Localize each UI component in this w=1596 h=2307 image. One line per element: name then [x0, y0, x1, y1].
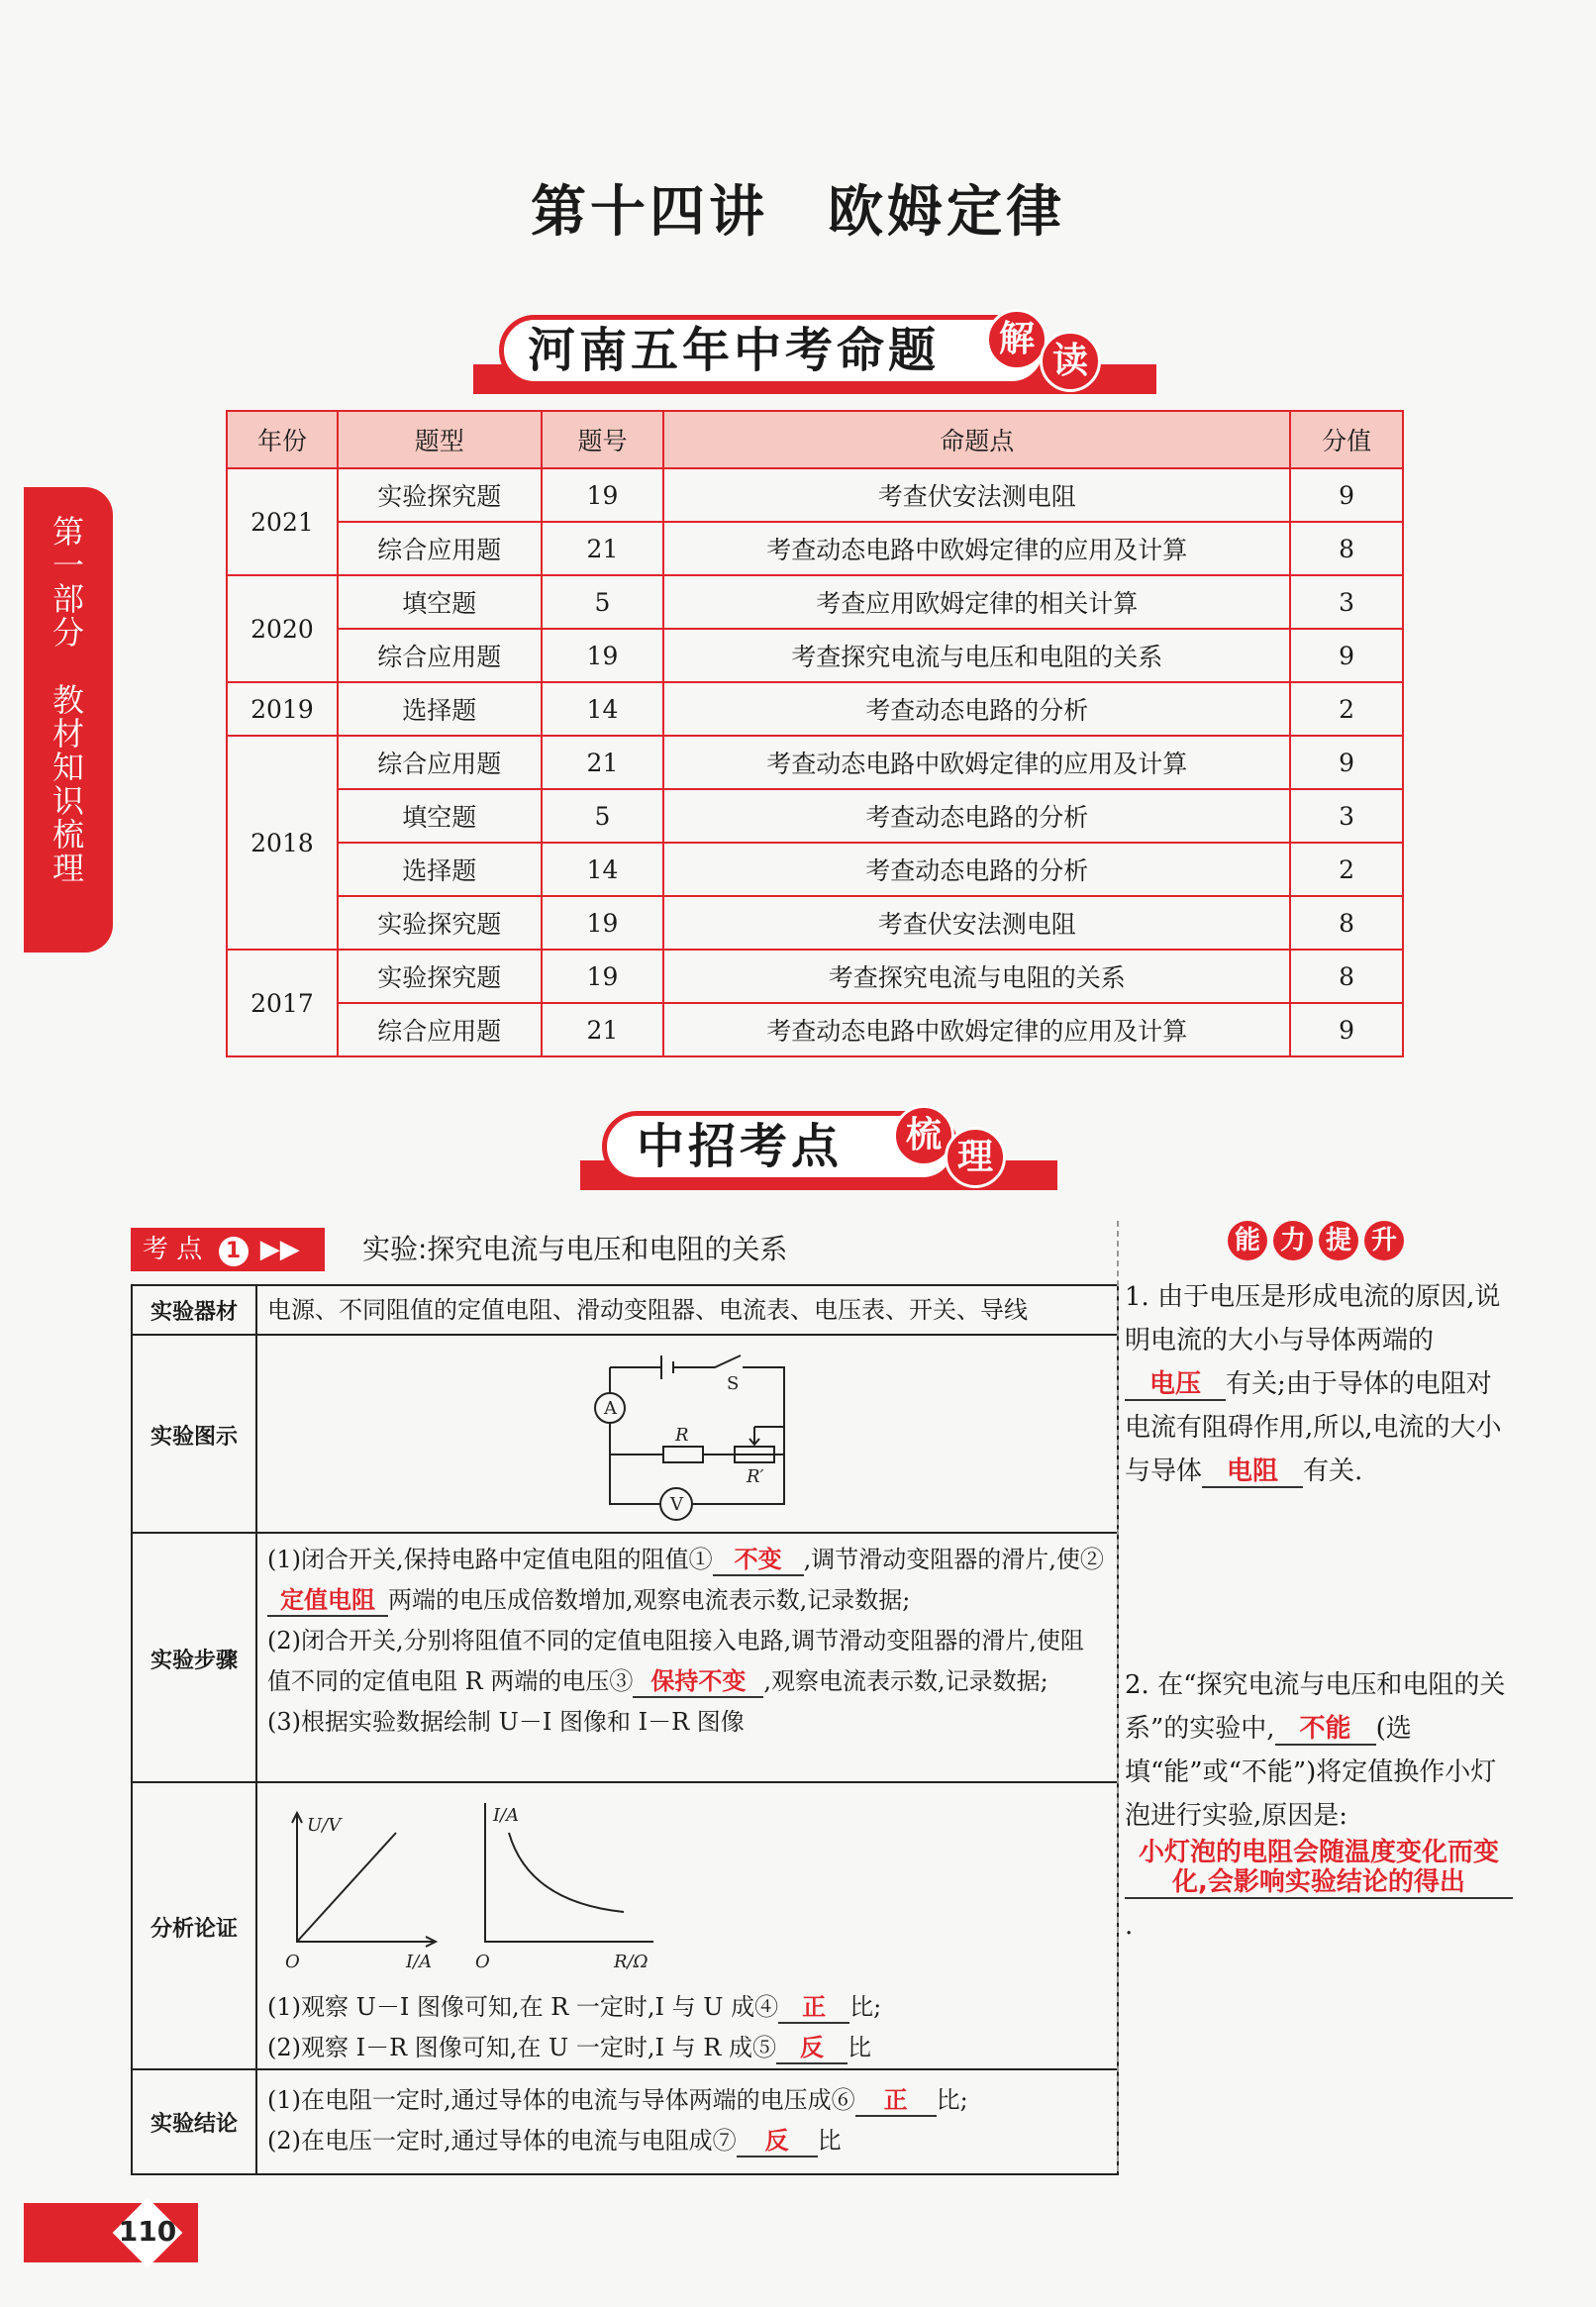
point-cell: 考查动态电路的分析 [663, 682, 1290, 736]
point-cell: 考查伏安法测电阻 [663, 468, 1290, 522]
graph-xlabel: R/Ω [614, 1952, 648, 1971]
ability-char: 升 [1364, 1221, 1404, 1260]
answer-blank: 正 [778, 1992, 849, 2024]
header-cell: 题号 [542, 411, 664, 468]
analysis-line: 比 [847, 2034, 871, 2061]
score-cell: 8 [1290, 896, 1403, 950]
ammeter-label: A [604, 1398, 617, 1419]
row-label: 分析论证 [133, 1783, 257, 2070]
score-cell: 8 [1290, 522, 1403, 575]
num-cell: 19 [542, 950, 664, 1003]
type-cell: 实验探究题 [338, 468, 542, 522]
answer-blank: 反 [737, 2126, 818, 2157]
answer-blank: 反 [776, 2033, 848, 2064]
type-cell: 综合应用题 [338, 736, 542, 789]
circuit-diagram [576, 1348, 814, 1526]
table-row [227, 629, 1403, 682]
type-cell: 综合应用题 [338, 1003, 542, 1056]
i-r-graph [465, 1793, 663, 1971]
question-text: 2. 在“探究电流与电压和电阻的关系”的实验中, [1125, 1670, 1506, 1744]
ability-char: 力 [1273, 1221, 1313, 1260]
year-cell: 2017 [227, 950, 338, 1056]
type-cell: 填空题 [338, 575, 542, 629]
table-row [227, 468, 1403, 522]
banner-bubble-1: 梳 [893, 1105, 954, 1166]
header-cell: 命题点 [663, 411, 1290, 468]
table-header-row [227, 411, 1403, 468]
page-title: 第十四讲 欧姆定律 [531, 179, 1065, 245]
num-cell: 21 [542, 1003, 664, 1056]
analysis-text [267, 1987, 1107, 2070]
num-cell: 14 [542, 843, 664, 896]
type-cell: 实验探究题 [338, 950, 542, 1003]
banner-title: 中招考点 [602, 1111, 958, 1182]
section-sidebar-tab [24, 487, 113, 953]
table-row [227, 736, 1403, 789]
graph-ylabel: U/V [307, 1815, 342, 1836]
num-cell: 19 [542, 468, 664, 522]
row-label: 实验图示 [133, 1336, 257, 1534]
point-cell: 考查伏安法测电阻 [663, 896, 1290, 950]
banner-exam-analysis [473, 315, 1156, 394]
type-cell: 综合应用题 [338, 522, 542, 575]
header-cell: 题型 [338, 411, 542, 468]
row-conclusion [133, 2068, 1117, 2173]
score-cell: 2 [1290, 682, 1403, 736]
step-text: 两端的电压成倍数增加,观察电流表示数,记录数据; [388, 1586, 911, 1614]
banner-bubble-2: 理 [945, 1127, 1006, 1188]
type-cell: 综合应用题 [338, 629, 542, 682]
graph-ylabel: I/A [493, 1805, 520, 1826]
kaodian-tag [131, 1228, 325, 1271]
table-row [227, 682, 1403, 736]
voltmeter-label: V [670, 1494, 683, 1515]
resistor-label: R [675, 1425, 689, 1446]
step-text: ,观察电流表示数,记录数据; [763, 1667, 1048, 1695]
question-text: 有关. [1303, 1456, 1363, 1486]
year-cell: 2020 [227, 575, 338, 682]
experiment-table [131, 1284, 1119, 2175]
point-cell: 考查动态电路的分析 [663, 789, 1290, 843]
graph-line [297, 1833, 396, 1942]
steps-text [267, 1540, 1107, 1783]
score-cell: 3 [1290, 789, 1403, 843]
table-row [227, 896, 1403, 950]
num-cell: 5 [542, 789, 664, 843]
conclusion-line: (1)在电阻一定时,通过导体的电流与导体两端的电压成⑥ [267, 2086, 855, 2114]
banner-key-points [580, 1111, 1057, 1190]
row-label: 实验器材 [133, 1286, 257, 1334]
table-row [227, 522, 1403, 575]
question-text: . [1125, 1911, 1134, 1941]
table-row [227, 950, 1403, 1003]
conclusion-text [267, 2080, 1107, 2173]
resistor-icon [663, 1447, 703, 1462]
score-cell: 9 [1290, 1003, 1403, 1056]
row-equipment [133, 1286, 1117, 1334]
graph-xlabel: I/A [406, 1952, 433, 1971]
conclusion-line: 比; [936, 2086, 968, 2114]
point-cell: 考查探究电流与电阻的关系 [663, 950, 1290, 1003]
answer-blank: 电阻 [1202, 1456, 1303, 1488]
analysis-line: (2)观察 I－R 图像可知,在 U 一定时,I 与 R 成⑤ [267, 2034, 776, 2061]
rheostat-label: R′ [747, 1466, 764, 1487]
page-number-badge [24, 2203, 198, 2262]
page-number: 110 [118, 2215, 177, 2248]
year-cell: 2019 [227, 682, 338, 736]
row-label: 实验步骤 [133, 1534, 257, 1783]
answer-blank: 不能 [1275, 1714, 1376, 1746]
table-row [227, 843, 1403, 896]
analysis-line: (1)观察 U－I 图像可知,在 R 一定时,I 与 U 成④ [267, 1993, 779, 2021]
score-cell: 8 [1290, 950, 1403, 1003]
analysis-line: 比; [849, 1993, 882, 2021]
step-text: (3)根据实验数据绘制 U－I 图像和 I－R 图像 [267, 1708, 745, 1736]
graph-origin: O [475, 1952, 490, 1971]
conclusion-line: 比 [817, 2127, 842, 2155]
row-label: 实验结论 [133, 2070, 257, 2173]
num-cell: 19 [542, 896, 664, 950]
point-cell: 考查动态电路中欧姆定律的应用及计算 [663, 522, 1290, 575]
score-cell: 9 [1290, 468, 1403, 522]
sidebar-label: 第一部分 教材知识梳理 [48, 515, 85, 885]
answer-blank: 电压 [1125, 1369, 1226, 1401]
answer-blank: 小灯泡的电阻会随温度变化而变化,会影响实验结论的得出 [1125, 1838, 1513, 1899]
point-cell: 考查动态电路中欧姆定律的应用及计算 [663, 1003, 1290, 1056]
switch-label: S [727, 1373, 740, 1394]
kaodian-label: 考 点 [143, 1235, 203, 1264]
answer-blank: 正 [855, 2085, 937, 2117]
graph-origin: O [285, 1952, 300, 1971]
question-text: 1. 由于电压是形成电流的原因,说明电流的大小与导体两端的 [1125, 1282, 1501, 1355]
table-row [227, 1003, 1403, 1056]
banner-bubble-1: 解 [986, 309, 1047, 370]
banner-title: 河南五年中考命题 [499, 315, 1047, 386]
question-2 [1125, 1663, 1513, 1948]
question-text: 有关;由于导体的电阻对电流有阻碍作用,所以,电流的大小与导体 [1125, 1369, 1502, 1486]
question-1 [1125, 1275, 1513, 1493]
step-text: ,调节滑动变阻器的滑片,使② [803, 1546, 1104, 1573]
step-text: (2)闭合开关,分别将阻值不同的定值电阻接入电路,调节滑动变阻器的滑片,使阻值不同的定值电阻 R 两端的电压③ [267, 1627, 1084, 1695]
answer-blank: 定值电阻 [267, 1585, 388, 1617]
ability-char: 能 [1228, 1221, 1267, 1260]
row-diagram [133, 1334, 1117, 1534]
kaodian-number: 1 [219, 1237, 249, 1266]
type-cell: 实验探究题 [338, 896, 542, 950]
year-cell: 2018 [227, 736, 338, 950]
ability-heading [1228, 1221, 1410, 1260]
point-cell: 考查动态电路的分析 [663, 843, 1290, 896]
u-i-graph [277, 1793, 446, 1971]
num-cell: 21 [542, 736, 664, 789]
num-cell: 21 [542, 522, 664, 575]
rheostat-slider [749, 1427, 784, 1445]
score-cell: 9 [1290, 629, 1403, 682]
banner-bubble-2: 读 [1040, 331, 1101, 392]
year-cell: 2021 [227, 468, 338, 575]
point-cell: 考查探究电流与电压和电阻的关系 [663, 629, 1290, 682]
score-cell: 3 [1290, 575, 1403, 629]
header-cell: 分值 [1290, 411, 1403, 468]
type-cell: 填空题 [338, 789, 542, 843]
question-text: (选填“能”或“不能”)将定值换作小灯泡进行实验,原因是: [1125, 1714, 1497, 1831]
answer-blank: 不变 [713, 1545, 804, 1576]
arrow-icon: ▶▶ [259, 1235, 300, 1264]
num-cell: 19 [542, 629, 664, 682]
row-steps [133, 1532, 1117, 1783]
header-cell: 年份 [227, 411, 338, 468]
column-divider [1117, 1221, 1121, 2171]
table-row [227, 575, 1403, 629]
graph-curve [509, 1833, 624, 1912]
kaodian-heading: 实验:探究电流与电压和电阻的关系 [362, 1233, 788, 1265]
conclusion-line: (2)在电压一定时,通过导体的电流与电阻成⑦ [267, 2127, 737, 2155]
table-row [227, 789, 1403, 843]
exam-analysis-table [226, 410, 1404, 1057]
answer-blank: 保持不变 [633, 1666, 763, 1698]
score-cell: 9 [1290, 736, 1403, 789]
score-cell: 2 [1290, 843, 1403, 896]
ability-char: 提 [1319, 1221, 1358, 1260]
num-cell: 14 [542, 682, 664, 736]
row-analysis [133, 1781, 1117, 2070]
type-cell: 选择题 [338, 682, 542, 736]
type-cell: 选择题 [338, 843, 542, 896]
point-cell: 考查应用欧姆定律的相关计算 [663, 575, 1290, 629]
equipment-text: 电源、不同阻值的定值电阻、滑动变阻器、电流表、电压表、开关、导线 [267, 1296, 1028, 1324]
point-cell: 考查动态电路中欧姆定律的应用及计算 [663, 736, 1290, 789]
num-cell: 5 [542, 575, 664, 629]
step-text: (1)闭合开关,保持电路中定值电阻的阻值① [267, 1546, 713, 1573]
